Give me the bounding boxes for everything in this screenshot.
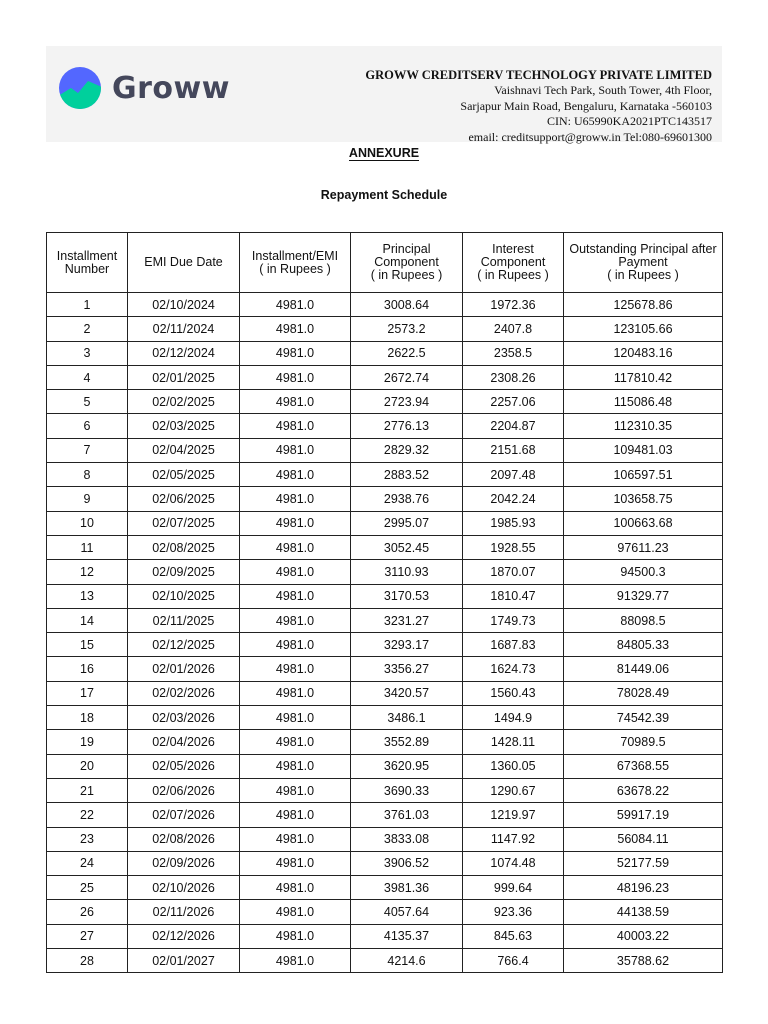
cell-installment-emi: 4981.0 <box>240 900 351 924</box>
cell-principal-component: 2573.2 <box>351 317 463 341</box>
column-header-principal-component <box>351 233 463 293</box>
cell-outstanding-principal: 112310.35 <box>564 414 723 438</box>
table-row <box>47 463 723 487</box>
cell-interest-component: 2204.87 <box>463 414 564 438</box>
cell-installment-emi: 4981.0 <box>240 560 351 584</box>
company-name: GROWW CREDITSERV TECHNOLOGY PRIVATE LIMITED <box>365 68 712 82</box>
cell-installment-number: 8 <box>47 463 128 487</box>
cell-principal-component: 3110.93 <box>351 560 463 584</box>
cell-principal-component: 2723.94 <box>351 390 463 414</box>
cell-interest-component: 2358.5 <box>463 341 564 365</box>
cell-installment-number: 17 <box>47 681 128 705</box>
cell-installment-number: 15 <box>47 633 128 657</box>
cell-interest-component: 845.63 <box>463 924 564 948</box>
cell-outstanding-principal: 81449.06 <box>564 657 723 681</box>
cell-installment-emi: 4981.0 <box>240 463 351 487</box>
cell-installment-number: 2 <box>47 317 128 341</box>
table-row <box>47 341 723 365</box>
cell-emi-due-date: 02/08/2025 <box>128 535 240 559</box>
cell-installment-number: 24 <box>47 851 128 875</box>
cell-installment-emi: 4981.0 <box>240 293 351 317</box>
cell-outstanding-principal: 52177.59 <box>564 851 723 875</box>
cell-installment-number: 20 <box>47 754 128 778</box>
column-header-emi-due-date <box>128 233 240 293</box>
table-header-row <box>47 233 723 293</box>
column-header-interest-component <box>463 233 564 293</box>
company-address-line-2: Sarjapur Main Road, Bengaluru, Karnataka -560103 <box>460 98 712 113</box>
cell-emi-due-date: 02/11/2024 <box>128 317 240 341</box>
cell-principal-component: 2672.74 <box>351 365 463 389</box>
cell-outstanding-principal: 115086.48 <box>564 390 723 414</box>
cell-emi-due-date: 02/07/2025 <box>128 511 240 535</box>
cell-interest-component: 1810.47 <box>463 584 564 608</box>
cell-installment-emi: 4981.0 <box>240 851 351 875</box>
cell-interest-component: 2257.06 <box>463 390 564 414</box>
table-body <box>47 293 723 973</box>
cell-principal-component: 3052.45 <box>351 535 463 559</box>
cell-emi-due-date: 02/04/2026 <box>128 730 240 754</box>
cell-emi-due-date: 02/03/2025 <box>128 414 240 438</box>
cell-principal-component: 2883.52 <box>351 463 463 487</box>
cell-interest-component: 999.64 <box>463 876 564 900</box>
cell-outstanding-principal: 44138.59 <box>564 900 723 924</box>
cell-emi-due-date: 02/08/2026 <box>128 827 240 851</box>
groww-logo <box>58 66 230 110</box>
table-row <box>47 584 723 608</box>
table-row <box>47 706 723 730</box>
table-row <box>47 608 723 632</box>
cell-principal-component: 2622.5 <box>351 341 463 365</box>
cell-principal-component: 4057.64 <box>351 900 463 924</box>
repayment-schedule-table <box>46 232 723 973</box>
cell-emi-due-date: 02/11/2025 <box>128 608 240 632</box>
cell-interest-component: 1147.92 <box>463 827 564 851</box>
column-header-line: ( in Rupees ) <box>477 268 549 282</box>
column-header-line: EMI Due Date <box>144 255 223 269</box>
cell-principal-component: 3620.95 <box>351 754 463 778</box>
cell-outstanding-principal: 56084.11 <box>564 827 723 851</box>
cell-interest-component: 1687.83 <box>463 633 564 657</box>
cell-principal-component: 4214.6 <box>351 949 463 973</box>
table-row <box>47 924 723 948</box>
table-row <box>47 317 723 341</box>
cell-installment-number: 3 <box>47 341 128 365</box>
cell-installment-number: 6 <box>47 414 128 438</box>
cell-installment-number: 7 <box>47 438 128 462</box>
table-row <box>47 365 723 389</box>
cell-installment-number: 4 <box>47 365 128 389</box>
cell-installment-emi: 4981.0 <box>240 681 351 705</box>
cell-outstanding-principal: 78028.49 <box>564 681 723 705</box>
column-header-line: ( in Rupees ) <box>607 268 679 282</box>
cell-principal-component: 3981.36 <box>351 876 463 900</box>
column-header-line: Installment <box>56 248 118 263</box>
cell-installment-number: 9 <box>47 487 128 511</box>
table-row <box>47 535 723 559</box>
table-row <box>47 657 723 681</box>
cell-outstanding-principal: 67368.55 <box>564 754 723 778</box>
cell-principal-component: 3690.33 <box>351 778 463 802</box>
cell-outstanding-principal: 97611.23 <box>564 535 723 559</box>
table-row <box>47 754 723 778</box>
column-header-line: Component <box>374 255 439 269</box>
cell-outstanding-principal: 123105.66 <box>564 317 723 341</box>
table-row <box>47 900 723 924</box>
cell-installment-number: 26 <box>47 900 128 924</box>
cell-outstanding-principal: 125678.86 <box>564 293 723 317</box>
cell-outstanding-principal: 70989.5 <box>564 730 723 754</box>
cell-installment-number: 19 <box>47 730 128 754</box>
cell-emi-due-date: 02/09/2025 <box>128 560 240 584</box>
cell-outstanding-principal: 91329.77 <box>564 584 723 608</box>
cell-installment-number: 22 <box>47 803 128 827</box>
company-address-line-1: Vaishnavi Tech Park, South Tower, 4th Floor, <box>494 83 712 98</box>
cell-interest-component: 1624.73 <box>463 657 564 681</box>
cell-installment-emi: 4981.0 <box>240 706 351 730</box>
cell-emi-due-date: 02/03/2026 <box>128 706 240 730</box>
cell-principal-component: 3008.64 <box>351 293 463 317</box>
cell-emi-due-date: 02/01/2026 <box>128 657 240 681</box>
cell-installment-emi: 4981.0 <box>240 365 351 389</box>
cell-principal-component: 3420.57 <box>351 681 463 705</box>
cell-installment-number: 21 <box>47 778 128 802</box>
cell-interest-component: 2308.26 <box>463 365 564 389</box>
cell-installment-emi: 4981.0 <box>240 487 351 511</box>
cell-principal-component: 3761.03 <box>351 803 463 827</box>
cell-emi-due-date: 02/02/2025 <box>128 390 240 414</box>
column-header-line: Number <box>64 261 110 276</box>
cell-principal-component: 3833.08 <box>351 827 463 851</box>
cell-interest-component: 1928.55 <box>463 535 564 559</box>
cell-emi-due-date: 02/10/2025 <box>128 584 240 608</box>
table-row <box>47 876 723 900</box>
cell-principal-component: 2829.32 <box>351 438 463 462</box>
cell-emi-due-date: 02/01/2025 <box>128 365 240 389</box>
cell-outstanding-principal: 40003.22 <box>564 924 723 948</box>
cell-emi-due-date: 02/11/2026 <box>128 900 240 924</box>
table-row <box>47 438 723 462</box>
cell-emi-due-date: 02/12/2025 <box>128 633 240 657</box>
cell-installment-number: 27 <box>47 924 128 948</box>
cell-interest-component: 1428.11 <box>463 730 564 754</box>
cell-installment-emi: 4981.0 <box>240 535 351 559</box>
cell-emi-due-date: 02/07/2026 <box>128 803 240 827</box>
cell-installment-number: 10 <box>47 511 128 535</box>
cell-principal-component: 2776.13 <box>351 414 463 438</box>
cell-installment-number: 1 <box>47 293 128 317</box>
cell-emi-due-date: 02/12/2024 <box>128 341 240 365</box>
table-row <box>47 390 723 414</box>
cell-interest-component: 1360.05 <box>463 754 564 778</box>
cell-installment-emi: 4981.0 <box>240 317 351 341</box>
cell-installment-emi: 4981.0 <box>240 778 351 802</box>
cell-emi-due-date: 02/05/2025 <box>128 463 240 487</box>
cell-installment-emi: 4981.0 <box>240 633 351 657</box>
cell-interest-component: 1985.93 <box>463 511 564 535</box>
table-row <box>47 414 723 438</box>
cell-outstanding-principal: 48196.23 <box>564 876 723 900</box>
cell-installment-number: 18 <box>47 706 128 730</box>
cell-installment-number: 16 <box>47 657 128 681</box>
cell-installment-emi: 4981.0 <box>240 584 351 608</box>
column-header-line: Payment <box>618 255 668 269</box>
table-row <box>47 293 723 317</box>
table-row <box>47 681 723 705</box>
cell-installment-emi: 4981.0 <box>240 608 351 632</box>
company-contact: email: creditsupport@groww.in Tel:080-69601300 <box>468 129 712 144</box>
table-row <box>47 851 723 875</box>
column-header-line: Installment/EMI <box>251 248 339 263</box>
cell-interest-component: 923.36 <box>463 900 564 924</box>
groww-logo-icon <box>58 66 102 110</box>
letterhead <box>46 46 722 142</box>
cell-emi-due-date: 02/02/2026 <box>128 681 240 705</box>
cell-outstanding-principal: 117810.42 <box>564 365 723 389</box>
cell-interest-component: 1749.73 <box>463 608 564 632</box>
cell-installment-emi: 4981.0 <box>240 341 351 365</box>
table-row <box>47 730 723 754</box>
cell-installment-emi: 4981.0 <box>240 511 351 535</box>
cell-interest-component: 1290.67 <box>463 778 564 802</box>
cell-interest-component: 2407.8 <box>463 317 564 341</box>
column-header-line: Interest <box>492 242 534 256</box>
cell-interest-component: 1074.48 <box>463 851 564 875</box>
cell-installment-emi: 4981.0 <box>240 438 351 462</box>
cell-outstanding-principal: 88098.5 <box>564 608 723 632</box>
cell-installment-number: 5 <box>47 390 128 414</box>
cell-outstanding-principal: 100663.68 <box>564 511 723 535</box>
cell-outstanding-principal: 120483.16 <box>564 341 723 365</box>
table-row <box>47 827 723 851</box>
table-row <box>47 511 723 535</box>
cell-installment-number: 14 <box>47 608 128 632</box>
cell-emi-due-date: 02/04/2025 <box>128 438 240 462</box>
cell-interest-component: 2151.68 <box>463 438 564 462</box>
column-header-outstanding-principal <box>564 233 723 293</box>
column-header-line: ( in Rupees ) <box>370 268 443 282</box>
column-header-line: Outstanding Principal after <box>569 242 717 256</box>
cell-installment-number: 28 <box>47 949 128 973</box>
table-row <box>47 778 723 802</box>
column-header-line: Component <box>480 255 546 269</box>
cell-outstanding-principal: 59917.19 <box>564 803 723 827</box>
cell-installment-emi: 4981.0 <box>240 803 351 827</box>
cell-installment-emi: 4981.0 <box>240 730 351 754</box>
cell-emi-due-date: 02/01/2027 <box>128 949 240 973</box>
annexure-heading <box>0 146 768 160</box>
cell-installment-number: 25 <box>47 876 128 900</box>
cell-outstanding-principal: 35788.62 <box>564 949 723 973</box>
cell-installment-emi: 4981.0 <box>240 657 351 681</box>
cell-outstanding-principal: 84805.33 <box>564 633 723 657</box>
cell-principal-component: 3486.1 <box>351 706 463 730</box>
schedule-title: Repayment Schedule <box>320 188 448 202</box>
cell-installment-number: 13 <box>47 584 128 608</box>
cell-outstanding-principal: 106597.51 <box>564 463 723 487</box>
cell-principal-component: 3293.17 <box>351 633 463 657</box>
cell-emi-due-date: 02/09/2026 <box>128 851 240 875</box>
cell-installment-emi: 4981.0 <box>240 876 351 900</box>
logo-text: Groww <box>112 70 230 106</box>
column-header-line: ( in Rupees ) <box>259 261 331 276</box>
cell-outstanding-principal: 109481.03 <box>564 438 723 462</box>
company-details <box>365 68 712 145</box>
cell-installment-emi: 4981.0 <box>240 414 351 438</box>
cell-interest-component: 2042.24 <box>463 487 564 511</box>
column-header-installment-emi <box>240 233 351 293</box>
cell-interest-component: 1219.97 <box>463 803 564 827</box>
annexure-title: ANNEXURE <box>348 146 420 160</box>
cell-principal-component: 2938.76 <box>351 487 463 511</box>
cell-principal-component: 3231.27 <box>351 608 463 632</box>
cell-installment-number: 23 <box>47 827 128 851</box>
company-cin: CIN: U65990KA2021PTC143517 <box>546 114 712 129</box>
cell-installment-number: 12 <box>47 560 128 584</box>
cell-emi-due-date: 02/10/2026 <box>128 876 240 900</box>
column-header-line: Principal <box>382 242 431 256</box>
cell-principal-component: 4135.37 <box>351 924 463 948</box>
cell-outstanding-principal: 94500.3 <box>564 560 723 584</box>
cell-outstanding-principal: 103658.75 <box>564 487 723 511</box>
cell-interest-component: 766.4 <box>463 949 564 973</box>
cell-principal-component: 2995.07 <box>351 511 463 535</box>
cell-principal-component: 3356.27 <box>351 657 463 681</box>
cell-interest-component: 1870.07 <box>463 560 564 584</box>
cell-interest-component: 1494.9 <box>463 706 564 730</box>
cell-interest-component: 1560.43 <box>463 681 564 705</box>
table-row <box>47 633 723 657</box>
table-row <box>47 949 723 973</box>
cell-outstanding-principal: 74542.39 <box>564 706 723 730</box>
cell-emi-due-date: 02/06/2025 <box>128 487 240 511</box>
cell-emi-due-date: 02/10/2024 <box>128 293 240 317</box>
cell-installment-emi: 4981.0 <box>240 949 351 973</box>
table-row <box>47 560 723 584</box>
cell-interest-component: 2097.48 <box>463 463 564 487</box>
cell-emi-due-date: 02/12/2026 <box>128 924 240 948</box>
cell-installment-number: 11 <box>47 535 128 559</box>
cell-installment-emi: 4981.0 <box>240 924 351 948</box>
column-header-installment-number <box>47 233 128 293</box>
cell-installment-emi: 4981.0 <box>240 827 351 851</box>
cell-emi-due-date: 02/06/2026 <box>128 778 240 802</box>
cell-outstanding-principal: 63678.22 <box>564 778 723 802</box>
cell-emi-due-date: 02/05/2026 <box>128 754 240 778</box>
cell-principal-component: 3552.89 <box>351 730 463 754</box>
table-row <box>47 487 723 511</box>
cell-installment-emi: 4981.0 <box>240 754 351 778</box>
cell-interest-component: 1972.36 <box>463 293 564 317</box>
cell-principal-component: 3906.52 <box>351 851 463 875</box>
cell-installment-emi: 4981.0 <box>240 390 351 414</box>
cell-principal-component: 3170.53 <box>351 584 463 608</box>
table-row <box>47 803 723 827</box>
